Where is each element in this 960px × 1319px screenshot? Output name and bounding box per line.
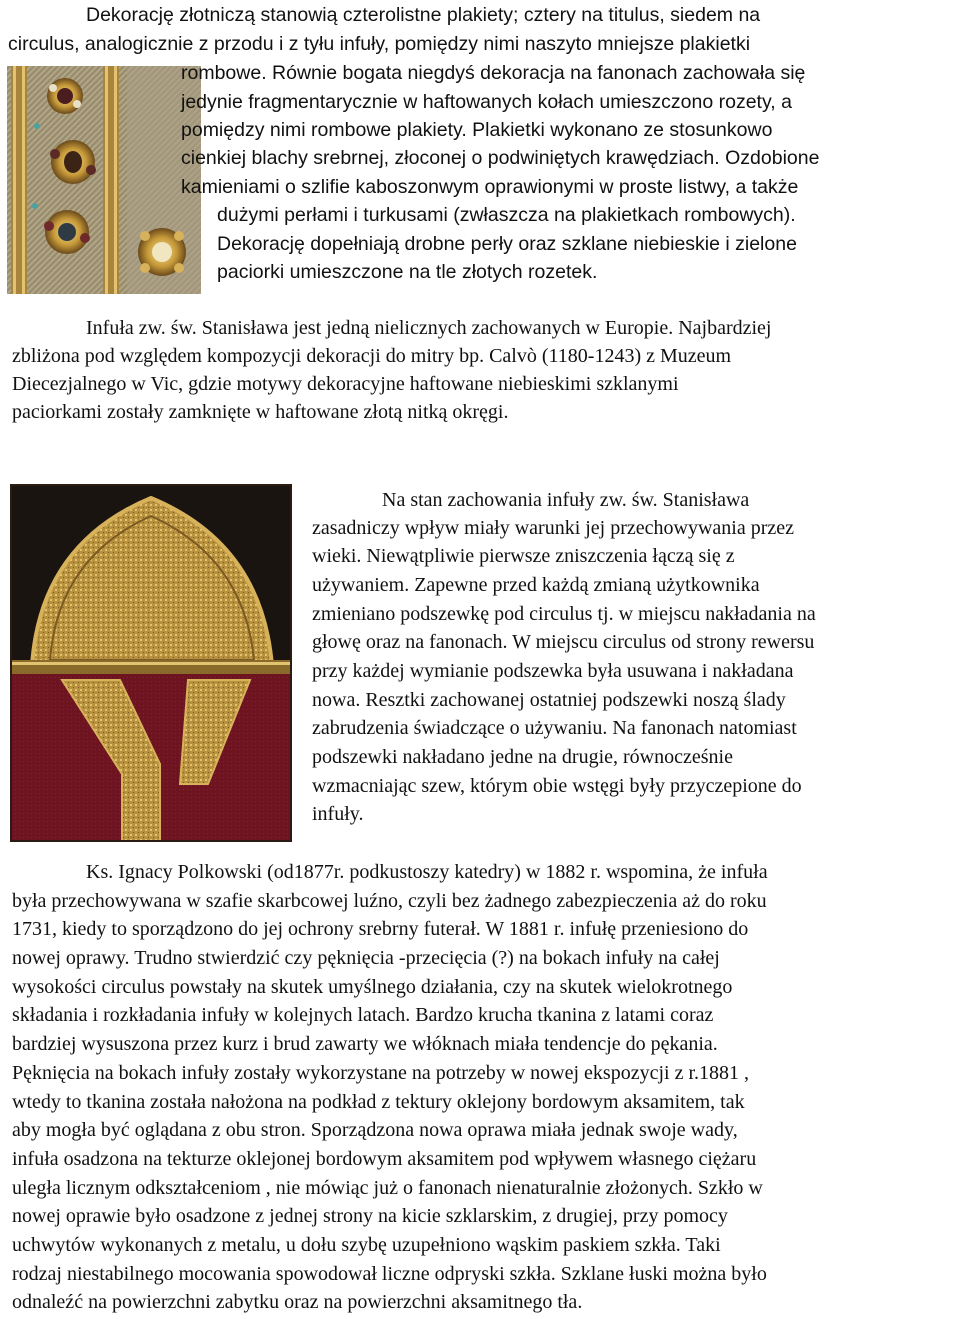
text-line: uchwytów wykonanych z metalu, u dołu szybę uzupełniono wąskim paskiem szkła. Taki bbox=[12, 1234, 721, 1256]
text-line: uległa licznym odkształceniom , nie mówiąc już o fanonach nienaturalnie złożonych. Szkło w bbox=[12, 1177, 763, 1199]
mitre-fragment-image bbox=[10, 484, 292, 842]
text-line: infuła osadzona na tekturze oklejonej bordowym aksamitem pod wpływem własnego ciężaru bbox=[12, 1148, 757, 1170]
text-line: zmieniano podszewkę pod circulus tj. w miejscu nakładania na bbox=[312, 603, 816, 625]
text-line: paciorki umieszczone na tle złotych rozetek. bbox=[217, 261, 598, 283]
text-line: zabrudzenia świadczące o używaniu. Na fanonach natomiast bbox=[312, 717, 797, 739]
embroidery-detail-photo bbox=[7, 66, 201, 294]
text-line: Dekorację złotniczą stanowią czterolistne plakiety; cztery na titulus, siedem na bbox=[86, 4, 761, 26]
text-line: Diecezjalnego w Vic, gdzie motywy dekoracyjne haftowane niebieskimi szklanymi bbox=[12, 373, 679, 395]
text-line: nowa. Resztki zachowanej ostatniej podszewki noszą ślady bbox=[312, 689, 786, 711]
text-line: wieki. Niewątpliwie pierwsze zniszczenia łączą się z bbox=[312, 545, 735, 567]
mitre-fragment-photo bbox=[10, 484, 292, 842]
text-line: była przechowywana w szafie skarbcowej luźno, czyli bez żadnego zabezpieczenia aż do roku bbox=[12, 890, 767, 912]
text-line: jedynie fragmentarycznie w haftowanych kołach umieszczono rozety, a bbox=[181, 91, 792, 113]
text-line: wzmacniając szew, którym obie wstęgi były przyczepione do bbox=[312, 775, 802, 797]
text-line: wysokości circulus powstały na skutek umyślnego działania, czy na skutek wielokrotnego bbox=[12, 976, 733, 998]
text-line: nowej oprawy. Trudno stwierdzić czy pęknięcia -przecięcia (?) na bokach infuły na całej bbox=[12, 947, 720, 969]
text-line: podszewki nakładano jedne na drugie, równocześnie bbox=[312, 746, 733, 768]
text-line: wtedy to tkanina została nałożona na podkład z tektury oklejony bordowym aksamitem, tak bbox=[12, 1091, 745, 1113]
text-line: dużymi perłami i turkusami (zwłaszcza na plakietkach rombowych). bbox=[217, 204, 796, 226]
text-line: Dekorację dopełniają drobne perły oraz szklane niebieskie i zielone bbox=[217, 233, 797, 255]
text-line: Ks. Ignacy Polkowski (od1877r. podkustoszy katedry) w 1882 r. wspomina, że infuła bbox=[86, 861, 768, 883]
text-line: przy każdej wymianie podszewka była usuwana i nakładana bbox=[312, 660, 794, 682]
text-line: cienkiej blachy srebrnej, złoconej o podwiniętych krawędziach. Ozdobione bbox=[181, 147, 820, 169]
text-line: zbliżona pod względem kompozycji dekoracji do mitry bp. Calvò (1180-1243) z Muzeum bbox=[12, 345, 732, 367]
text-line: 1731, kiedy to sporządzono do jej ochrony srebrny futerał. W 1881 r. infułę przeniesiono do bbox=[12, 918, 749, 940]
text-line: aby mogła być oglądana z obu stron. Sporządzona nowa oprawa miała jednak swoje wady, bbox=[12, 1119, 738, 1141]
text-line: pomiędzy nimi rombowe plakiety. Plakietki wykonano ze stosunkowo bbox=[181, 119, 773, 141]
text-line: głowę oraz na fanonach. W miejscu circulus od strony rewersu bbox=[312, 631, 815, 653]
text-line: nowej oprawie było osadzone z jednej strony na kicie szklarskim, z drugiej, przy pomocy bbox=[12, 1205, 728, 1227]
text-line: paciorkami zostały zamknięte w haftowane złotą nitką okręgi. bbox=[12, 401, 509, 423]
text-line: bardziej wysuszona przez kurz i brud zawarty we włóknach miała tendencje do pękania. bbox=[12, 1033, 718, 1055]
text-line: składania i rozkładania infuły w kolejnych latach. Bardzo krucha tkanina z latami coraz bbox=[12, 1004, 714, 1026]
text-line: infuły. bbox=[312, 803, 364, 825]
text-line: zasadniczy wpływ miały warunki jej przechowywania przez bbox=[312, 517, 795, 539]
text-line: używaniem. Zapewne przed każdą zmianą użytkownika bbox=[312, 574, 760, 596]
text-line: circulus, analogicznie z przodu i z tyłu infuły, pomiędzy nimi naszyto mniejsze plakietki bbox=[8, 33, 751, 55]
text-line: kamieniami o szlifie kaboszonwym oprawionymi w proste listwy, a także bbox=[181, 176, 799, 198]
text-line: rombowe. Równie bogata niegdyś dekoracja na fanonach zachowała się bbox=[181, 62, 806, 84]
text-line: Na stan zachowania infuły zw. św. Stanisława bbox=[382, 489, 750, 511]
text-line: Infuła zw. św. Stanisława jest jedną nielicznych zachowanych w Europie. Najbardziej bbox=[86, 317, 772, 339]
embroidery-detail-image bbox=[7, 66, 201, 294]
text-line: rodzaj niestabilnego mocowania spowodował liczne odpryski szkła. Szklane łuski można było bbox=[12, 1263, 767, 1285]
text-line: odnaleźć na powierzchni zabytku oraz na powierzchni aksamitnego tła. bbox=[12, 1291, 583, 1313]
text-line: Pęknięcia na bokach infuły zostały wykorzystane na potrzeby w nowej ekspozycji z r.1881 , bbox=[12, 1062, 750, 1084]
